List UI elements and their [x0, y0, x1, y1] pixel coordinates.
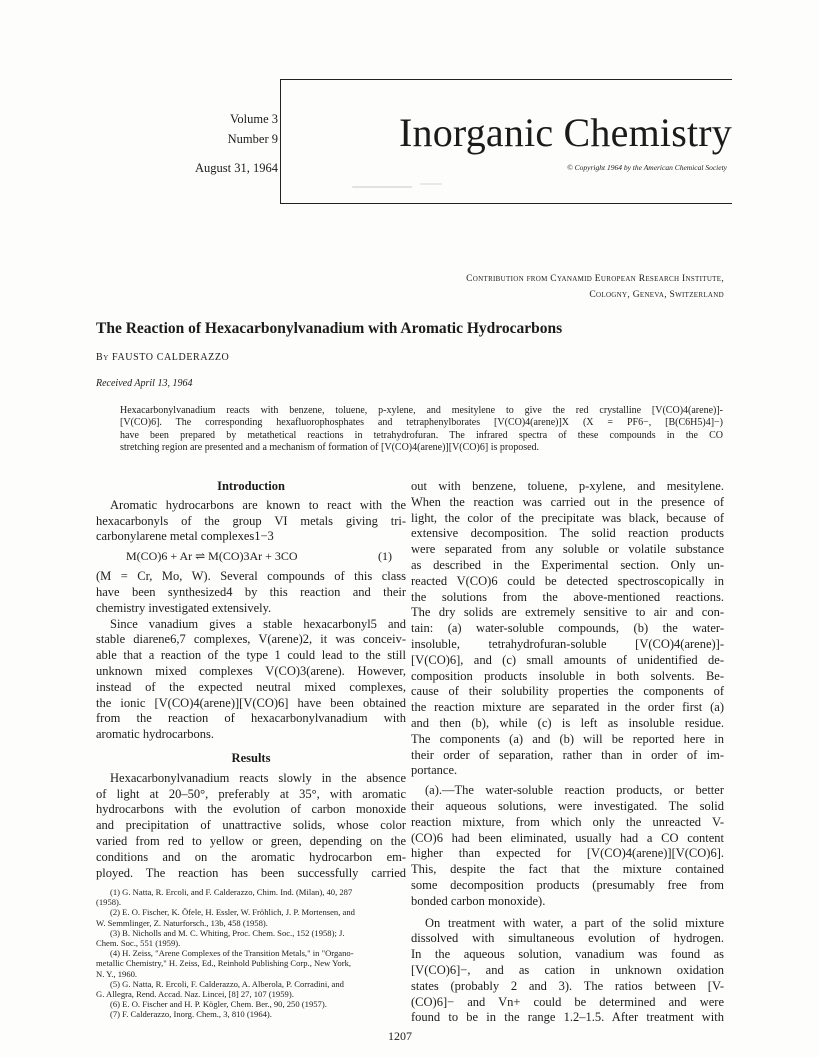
body-line: (M = Cr, Mo, W). Several compounds of this class	[96, 569, 406, 584]
print-speckle	[420, 183, 442, 185]
print-speckle	[352, 186, 412, 188]
body-line: out with benzene, toluene, p-xylene, and mesitylene.	[411, 479, 724, 493]
issue-date: August 31, 1964	[195, 161, 278, 175]
body-line: states (probably 2 and 3). The ratios between [V-	[411, 978, 724, 993]
body-line: of light at 20–50°, preferably at 35°, with aromatic	[96, 786, 406, 801]
footnote-line: (1958).	[96, 897, 122, 908]
footnote-line: Chem. Soc., 551 (1959).	[96, 938, 181, 949]
body-line: reaction mixture, from which only the unreacted V-	[411, 814, 724, 829]
body-line: were separated from any soluble or volatile substance	[411, 542, 724, 557]
footnote-line: (5) G. Natta, R. Ercoli, F. Calderazzo, A. Alberola, P. Corradini, and	[110, 978, 344, 989]
body-line: some decomposition products (presumably free from	[411, 877, 724, 892]
body-line: aromatic hydrocarbons.	[96, 727, 215, 742]
article-title: The Reaction of Hexacarbonylvanadium with Aromatic Hydrocarbons	[96, 320, 563, 337]
body-line: instead of the expected neutral mixed complexes,	[96, 679, 406, 694]
body-line: In the aqueous solution, vanadium was found as	[411, 947, 724, 962]
body-line: and then (b), while (c) is left as insoluble residue.	[411, 715, 724, 730]
body-line: have been synthesized4 by this reaction and their	[96, 584, 406, 599]
affiliation-line: Contribution from Cyanamid European Research Institute,	[466, 274, 724, 284]
footnote-line: (7) F. Calderazzo, Inorg. Chem., 3, 810 (1964).	[110, 1009, 272, 1020]
equation-text: M(CO)6 + Ar ⇌ M(CO)3Ar + 3CO	[126, 549, 298, 564]
body-line: hexacarbonyls of the group VI metals giving tri-	[96, 513, 406, 528]
body-line: [V(CO)6], and (c) small amounts of unidentified de-	[411, 652, 724, 667]
introduction-heading: Introduction	[217, 479, 285, 493]
body-line: carbonylarene metal complexes1−3	[96, 529, 274, 544]
body-line: composition products insoluble in both solvents. Be-	[411, 668, 724, 683]
body-line: chemistry investigated extensively.	[96, 600, 272, 615]
body-line: bonded carbon monoxide).	[411, 893, 546, 908]
abstract-line: have been prepared by metathetical reactions in tetrahydrofuran. The infrared spectra of these compounds in the CO	[120, 429, 723, 441]
body-line: Aromatic hydrocarbons are known to react with the	[110, 497, 406, 512]
body-line: insoluble, tetrahydrofuran-soluble [V(CO)4(arene)]-	[411, 636, 724, 651]
author-name: FAUSTO CALDERAZZO	[112, 352, 230, 363]
body-line: their order of separation, rather than in order of im-	[411, 747, 724, 762]
body-line: and precipitation of unattractive solids, whose color	[96, 818, 406, 833]
author-prefix: By	[96, 352, 109, 363]
issue-number: Number 9	[227, 132, 278, 146]
equation-1	[96, 547, 406, 567]
body-line: unknown mixed complexes V(CO)3(arene). However,	[96, 663, 406, 678]
body-line: (CO)6]− and Vn+ could be determined and were	[411, 994, 724, 1009]
body-line: portance.	[411, 763, 458, 778]
body-line: found to be in the range 1.2–1.5. After treatment with	[411, 1010, 724, 1025]
body-line: Hexacarbonylvanadium reacts slowly in the absence	[110, 770, 406, 785]
body-line: tain: (a) water-soluble compounds, (b) the water-	[411, 621, 724, 636]
volume-label: Volume 3	[229, 112, 278, 126]
body-line: from the reaction of hexacarbonylvanadium with	[96, 711, 406, 726]
volume-info	[193, 109, 278, 149]
body-line: their aqueous solutions, were investigated. The solid	[411, 798, 724, 813]
body-line: the solutions from the above-mentioned reactions.	[411, 589, 724, 604]
body-line: the reaction mixture are separated in the order first (a)	[411, 700, 724, 715]
body-line: This, despite the fact that the mixture contained	[411, 862, 724, 877]
body-line: conditions and on the aromatic hydrocarbon em-	[96, 849, 406, 864]
author-line	[96, 352, 229, 363]
page-number: 1207	[388, 1029, 412, 1043]
footnote-line: (3) B. Nicholls and M. C. Whiting, Proc. Chem. Soc., 152 (1958); J.	[110, 927, 345, 938]
affiliation-line: Cologny, Geneva, Switzerland	[589, 290, 724, 300]
abstract-line: Hexacarbonylvanadium reacts with benzene, toluene, p-xylene, and mesitylene to give the red crystalline [V(CO)4(arene)]-	[120, 405, 723, 416]
body-line: stable diarene6,7 complexes, V(arene)2, it was conceiv-	[96, 632, 406, 647]
received-date: Received April 13, 1964	[96, 378, 193, 389]
left-column	[96, 479, 406, 881]
footnote-line: W. Semmlinger, Z. Naturforsch., 13b, 458 (1958).	[96, 917, 268, 928]
body-line: [V(CO)6]−, and as cation in unknown oxidation	[411, 962, 724, 977]
abstract-line: [V(CO)6]. The corresponding hexafluorophosphates and tetraphenylborates [V(CO)4(arene)]X (X = PF6−, [B(C6H5)4]−)	[120, 417, 723, 429]
contribution-affiliation	[300, 271, 724, 303]
body-line: able that a reaction of the type 1 could lead to the still	[96, 648, 406, 663]
body-line: The components (a) and (b) will be reported here in	[411, 731, 724, 746]
body-line: the ionic [V(CO)4(arene)][V(CO)6] have been obtained	[96, 695, 406, 710]
body-line: as described in the Experimental section. Only un-	[411, 557, 724, 572]
footnotes	[96, 887, 406, 1020]
footnote-line: (4) H. Zeiss, "Arene Complexes of the Transition Metals," in "Organo-	[110, 948, 354, 959]
body-line: ployed. The reaction has been successfully carried	[96, 865, 406, 880]
body-line: dissolved with simultaneous evolution of hydrogen.	[411, 931, 724, 946]
footnote-line: G. Allegra, Rend. Accad. Naz. Lincei, [8] 27, 107 (1959).	[96, 989, 294, 1000]
body-line: varied from red to yellow or green, depending on the	[96, 833, 406, 848]
body-line: The dry solids are extremely sensitive to air and con-	[411, 605, 724, 620]
footnote-line: N. Y., 1960.	[96, 968, 138, 979]
body-line: (CO)6 had been eliminated, usually had a CO content	[411, 830, 724, 845]
body-line: hydrocarbons with the evolution of carbon monoxide	[96, 802, 406, 817]
body-line: Since vanadium gives a stable hexacarbonyl5 and	[110, 616, 406, 631]
body-line: higher than expected for [V(CO)4(arene)][V(CO)6].	[411, 846, 724, 861]
body-line: When the reaction was carried out in the presence of	[411, 494, 724, 509]
body-line: On treatment with water, a part of the solid mixture	[425, 915, 724, 930]
journal-title: Inorganic Chemistry	[399, 110, 732, 155]
abstract	[120, 405, 723, 454]
copyright-notice: © Copyright 1964 by the American Chemical Society	[567, 163, 727, 172]
footnote-line: (6) E. O. Fischer and H. P. Kögler, Chem. Ber., 90, 250 (1957).	[110, 999, 327, 1010]
footnote-line: (2) E. O. Fischer, K. Öfele, H. Essler, W. Fröhlich, J. P. Mortensen, and	[110, 907, 355, 918]
footnote-line: (1) G. Natta, R. Ercoli, and F. Calderazzo, Chim. Ind. (Milan), 40, 287	[110, 887, 353, 897]
body-line: reacted V(CO)6 could be detected spectroscopically in	[411, 573, 724, 588]
abstract-line: stretching region are presented and a mechanism of formation of [V(CO)4(arene)][V(CO)6] is proposed.	[120, 441, 540, 453]
body-line: (a).—The water-soluble reaction products, or better	[425, 783, 724, 798]
body-line: cause of their solubility properties the components of	[411, 684, 724, 699]
footnote-line: metallic Chemistry," H. Zeiss, Ed., Reinhold Publishing Corp., New York,	[96, 958, 352, 969]
results-heading: Results	[231, 750, 271, 765]
body-line: extensive decomposition. The solid reaction products	[411, 526, 724, 541]
body-line: light, the color of the precipitate was black, because of	[411, 510, 724, 525]
equation-number: (1)	[378, 549, 392, 564]
right-column	[411, 479, 724, 1026]
